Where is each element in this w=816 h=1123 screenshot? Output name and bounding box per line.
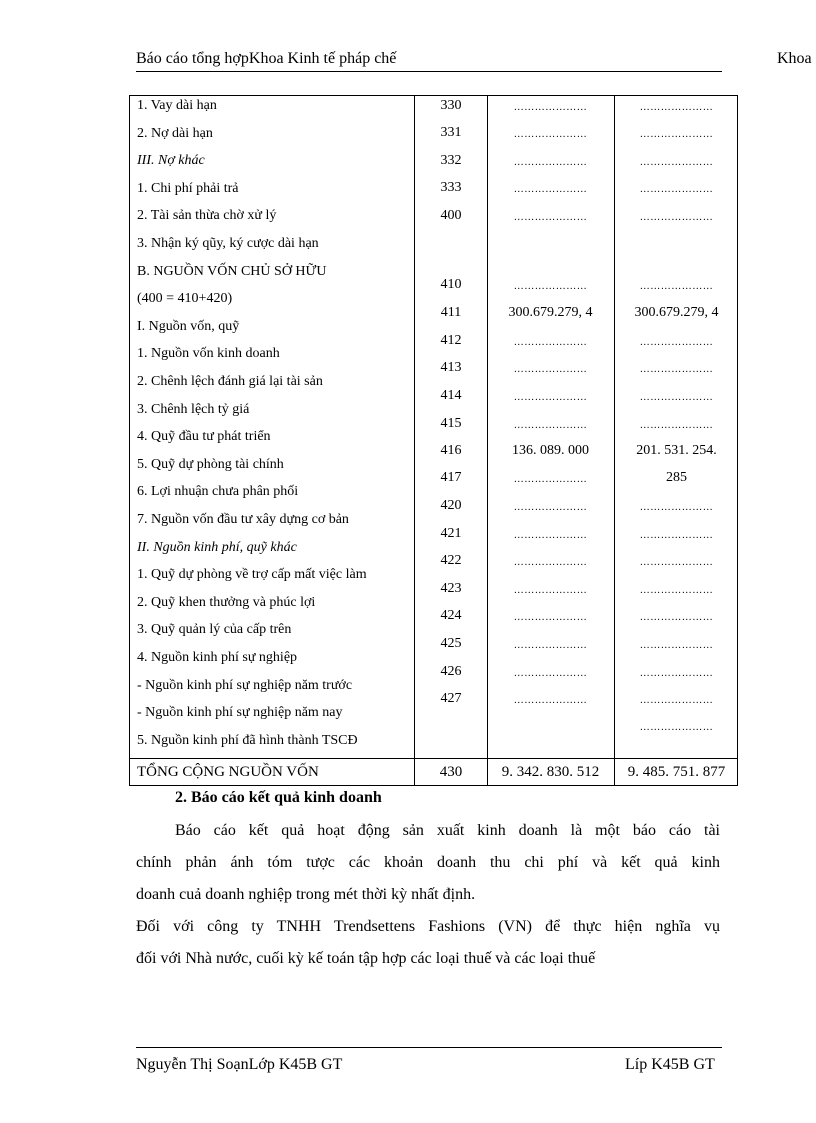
row-code: 420: [440, 498, 462, 513]
row-label: 5. Nguồn kinh phí đã hình thành TSCĐ: [137, 732, 358, 748]
value-end-of-year: …………………: [639, 420, 714, 431]
footer-author: Nguyễn Thị SoạnLớp K45B GT: [136, 1056, 343, 1073]
value-end-of-year: 201. 531. 254.: [636, 443, 717, 458]
row-label: 1. Nguồn vốn kinh doanh: [137, 346, 280, 362]
value-start-of-year: …………………: [513, 612, 588, 623]
page-header-title: Báo cáo tổng hợpKhoa Kinh tế pháp chế: [136, 50, 397, 67]
value-start-of-year: …………………: [513, 502, 588, 513]
value-start-of-year: …………………: [513, 695, 588, 706]
value-end-of-year: …………………: [639, 129, 714, 140]
row-label: 5. Quỹ dự phòng tài chính: [137, 456, 284, 472]
row-code: 331: [440, 125, 462, 140]
value-end-of-year: …………………: [639, 557, 714, 568]
value-end-of-year: …………………: [639, 722, 714, 733]
row-label: 2. Chênh lệch đánh giá lại tài sản: [137, 374, 323, 389]
column-divider: [414, 96, 415, 785]
row-code: 400: [440, 208, 462, 223]
paragraph-line: đối với Nhà nước, cuối kỳ kế toán tập hợp các loại thuế và các loại thuế: [136, 950, 596, 967]
paragraph-2: [136, 911, 720, 975]
row-label: - Nguồn kinh phí sự nghiệp năm trước: [137, 677, 353, 693]
value-start-of-year: 136. 089. 000: [512, 443, 589, 458]
row-label: 2. Tài sản thừa chờ xử lý: [137, 208, 277, 224]
row-label: 2. Nợ dài hạn: [137, 125, 213, 141]
row-label: - Nguồn kinh phí sự nghiệp năm nay: [137, 705, 343, 721]
value-end-of-year: …………………: [639, 585, 714, 596]
value-start-of-year: …………………: [513, 364, 588, 375]
section-title: 2. Báo cáo kết quả kinh doanh: [175, 789, 382, 806]
row-label: III. Nợ khác: [137, 153, 205, 169]
row-label: 3. Chênh lệch tỷ giá: [137, 401, 250, 417]
row-label: 1. Vay dài hạn: [137, 98, 217, 113]
row-code: 426: [440, 664, 462, 679]
row-code: 425: [440, 636, 462, 651]
value-start-of-year: …………………: [513, 557, 588, 568]
value-start-of-year: …………………: [513, 337, 588, 348]
value-end-of-year: …………………: [639, 695, 714, 706]
value-start-of-year: …………………: [513, 668, 588, 679]
value-start-of-year: …………………: [513, 129, 588, 140]
total-value-end: 9. 485. 751. 877: [627, 764, 726, 780]
row-label: 4. Nguồn kinh phí sự nghiệp: [137, 650, 298, 665]
paragraph-line: chính phản ánh tóm tược các khoản doanh thu chi phí và kết quả kinh: [136, 854, 720, 871]
total-value-start: 9. 342. 830. 512: [501, 764, 600, 780]
row-label: 1. Quỹ dự phòng về trợ cấp mất việc làm: [137, 567, 367, 583]
value-start-of-year: …………………: [513, 102, 588, 113]
row-code: 413: [440, 360, 462, 375]
column-divider: [487, 96, 488, 785]
row-code: 333: [440, 180, 462, 195]
value-end-of-year: 300.679.279, 4: [634, 305, 719, 320]
row-label: I. Nguồn vốn, quỹ: [137, 318, 240, 334]
row-code: 330: [440, 98, 462, 113]
footer-class: Líp K45B GT: [625, 1056, 715, 1073]
row-label: 1. Chi phí phải trả: [137, 180, 239, 196]
row-code: 416: [440, 443, 462, 458]
total-code: 430: [439, 764, 463, 780]
page-header-right: Khoa: [777, 50, 812, 67]
row-code: 412: [440, 333, 462, 348]
value-start-of-year: …………………: [513, 184, 588, 195]
value-end-of-year: …………………: [639, 184, 714, 195]
value-end-of-year: …………………: [639, 530, 714, 541]
value-end-of-year: …………………: [639, 502, 714, 513]
value-end-of-year: …………………: [639, 212, 714, 223]
row-label: 7. Nguồn vốn đầu tư xây dựng cơ bản: [137, 512, 349, 527]
total-row-divider: [130, 758, 737, 759]
row-code: 415: [440, 416, 462, 431]
value-end-of-year: …………………: [639, 668, 714, 679]
row-code: 417: [440, 470, 462, 485]
paragraph-line: doanh cuả doanh nghiệp trong mét thời kỳ nhất định.: [136, 886, 476, 903]
column-divider: [614, 96, 615, 785]
value-end-of-year: …………………: [639, 640, 714, 651]
row-code: 423: [440, 581, 462, 596]
value-end-of-year: …………………: [639, 102, 714, 113]
value-end-of-year: …………………: [639, 612, 714, 623]
paragraph-line: Báo cáo kết quả hoạt động sản xuất kinh doanh là một báo cáo tài: [175, 822, 720, 839]
value-start-of-year: …………………: [513, 585, 588, 596]
value-start-of-year: …………………: [513, 212, 588, 223]
row-label: 4. Quỹ đầu tư phát triển: [137, 429, 271, 445]
value-start-of-year: …………………: [513, 157, 588, 168]
value-start-of-year: …………………: [513, 530, 588, 541]
row-code: 421: [440, 526, 462, 541]
row-label: 2. Quỹ khen thưởng và phúc lợi: [137, 594, 316, 610]
row-label: II. Nguồn kinh phí, quỹ khác: [137, 539, 297, 555]
row-label: 3. Quỹ quản lý của cấp trên: [137, 622, 292, 638]
row-code: 332: [440, 153, 462, 168]
value-start-of-year: …………………: [513, 640, 588, 651]
value-end-of-year: …………………: [639, 281, 714, 292]
value-end-of-year: …………………: [639, 157, 714, 168]
value-end-of-year: …………………: [639, 337, 714, 348]
row-label: (400 = 410+420): [137, 291, 233, 307]
value-start-of-year: …………………: [513, 281, 588, 292]
row-code: 411: [440, 305, 462, 320]
header-rule: [136, 71, 722, 72]
value-end-of-year: …………………: [639, 364, 714, 375]
row-label: B. NGUỒN VỐN CHỦ SỞ HỮU: [137, 263, 327, 279]
value-start-of-year: …………………: [513, 392, 588, 403]
paragraph-line: Đối với công ty TNHH Trendsettens Fashions (VN) để thực hiện nghĩa vụ: [136, 918, 720, 935]
value-start-of-year: …………………: [513, 474, 588, 485]
total-label: TỔNG CỘNG NGUỒN VỐN: [137, 764, 319, 780]
row-label: 3. Nhận ký qũy, ký cược dài hạn: [137, 236, 319, 251]
row-code: 422: [440, 553, 462, 568]
paragraph-1: [136, 815, 720, 911]
value-end-of-year: 285: [666, 470, 687, 485]
row-code: 424: [440, 608, 462, 623]
value-end-of-year: …………………: [639, 392, 714, 403]
footer-rule: [136, 1047, 722, 1048]
row-label: 6. Lợi nhuận chưa phân phối: [137, 484, 299, 500]
value-start-of-year: …………………: [513, 420, 588, 431]
row-code: 410: [440, 277, 462, 292]
value-start-of-year: 300.679.279, 4: [508, 305, 593, 320]
balance-sheet-table: [129, 95, 738, 786]
row-code: 414: [440, 388, 462, 403]
row-code: 427: [440, 691, 462, 706]
